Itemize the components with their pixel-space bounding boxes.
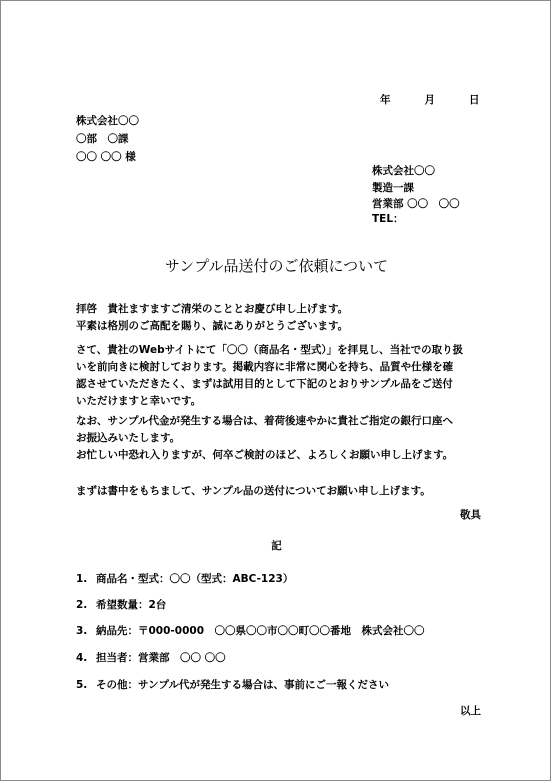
list-item-number: 3. xyxy=(76,625,88,637)
list-item xyxy=(76,597,166,612)
list-item-text: その他：サンプル代が発生する場合は、事前にご一報ください xyxy=(96,679,390,691)
body-paragraph-3 xyxy=(76,483,486,500)
list-item-text: 担当者：営業部 〇〇 〇〇 xyxy=(96,652,226,664)
greeting-line: 拝啓 貴社ますますご清栄のこととお慶び申し上げます。 xyxy=(76,303,349,315)
list-item xyxy=(76,623,425,638)
list-item-number: 5. xyxy=(76,679,88,691)
list-item xyxy=(76,571,293,586)
list-item-number: 1. xyxy=(76,573,88,585)
paragraph-line: 認させていただきたく、まずは試用目的として下記のとおりサンプル品をご送付 xyxy=(76,378,453,390)
sender-division: 製造一課 xyxy=(372,182,414,194)
date-line xyxy=(380,93,480,107)
closing-keigu: 敬具 xyxy=(460,509,481,521)
greeting-block xyxy=(76,301,486,335)
paragraph-line: いただけますと幸いです。 xyxy=(76,395,202,407)
list-item-number: 2. xyxy=(76,599,88,611)
paragraph-line: さて、貴社のWebサイトにて「〇〇（商品名・型式）」を拝見し、当社での取り扱 xyxy=(76,344,464,356)
date-year: 年 xyxy=(380,94,391,106)
paragraph-line: お忙しい中恐れ入りますが、何卒ご検討のほど、よろしくお願い申し上げます。 xyxy=(76,449,454,461)
sender-department: 営業部 〇〇 〇〇 xyxy=(372,198,460,210)
ki-heading: 記 xyxy=(271,540,282,552)
closing-ijou: 以上 xyxy=(460,705,481,717)
paragraph-line: まずは書中をもちまして、サンプル品の送付についてお願い申し上げます。 xyxy=(76,485,431,497)
recipient-department: 〇部 〇課 xyxy=(76,133,129,145)
sender-tel: TEL： xyxy=(372,213,404,225)
paragraph-line: お振込みいたします。 xyxy=(76,432,181,444)
recipient-name: 〇〇 〇〇 様 xyxy=(76,151,136,163)
list-item-number: 4. xyxy=(76,652,88,664)
document-title: サンプル品送付のご依頼について xyxy=(164,257,389,275)
body-paragraph-2 xyxy=(76,413,486,464)
paragraph-line: いを前向きに検討しております。掲載内容に非常に関心を持ち、品質や仕様を確 xyxy=(76,361,454,373)
paragraph-line: なお、サンプル代金が発生する場合は、着荷後速やかに貴社ご指定の銀行口座へ xyxy=(76,415,454,427)
list-item-text: 納品先：〒000-0000 〇〇県〇〇市〇〇町〇〇番地 株式会社〇〇 xyxy=(96,625,425,637)
greeting-line: 平素は格別のご高配を賜り、誠にありがとうございます。 xyxy=(76,320,349,332)
list-item-text: 希望数量：2台 xyxy=(96,599,167,611)
list-item xyxy=(76,677,389,692)
body-paragraph-1 xyxy=(76,342,486,410)
date-month: 月 xyxy=(424,94,435,106)
list-item xyxy=(76,650,226,665)
date-day: 日 xyxy=(469,94,480,106)
sender-company: 株式会社〇〇 xyxy=(372,165,435,177)
list-item-text: 商品名・型式：〇〇（型式：ABC-123） xyxy=(96,573,294,585)
recipient-company: 株式会社〇〇 xyxy=(76,115,139,127)
